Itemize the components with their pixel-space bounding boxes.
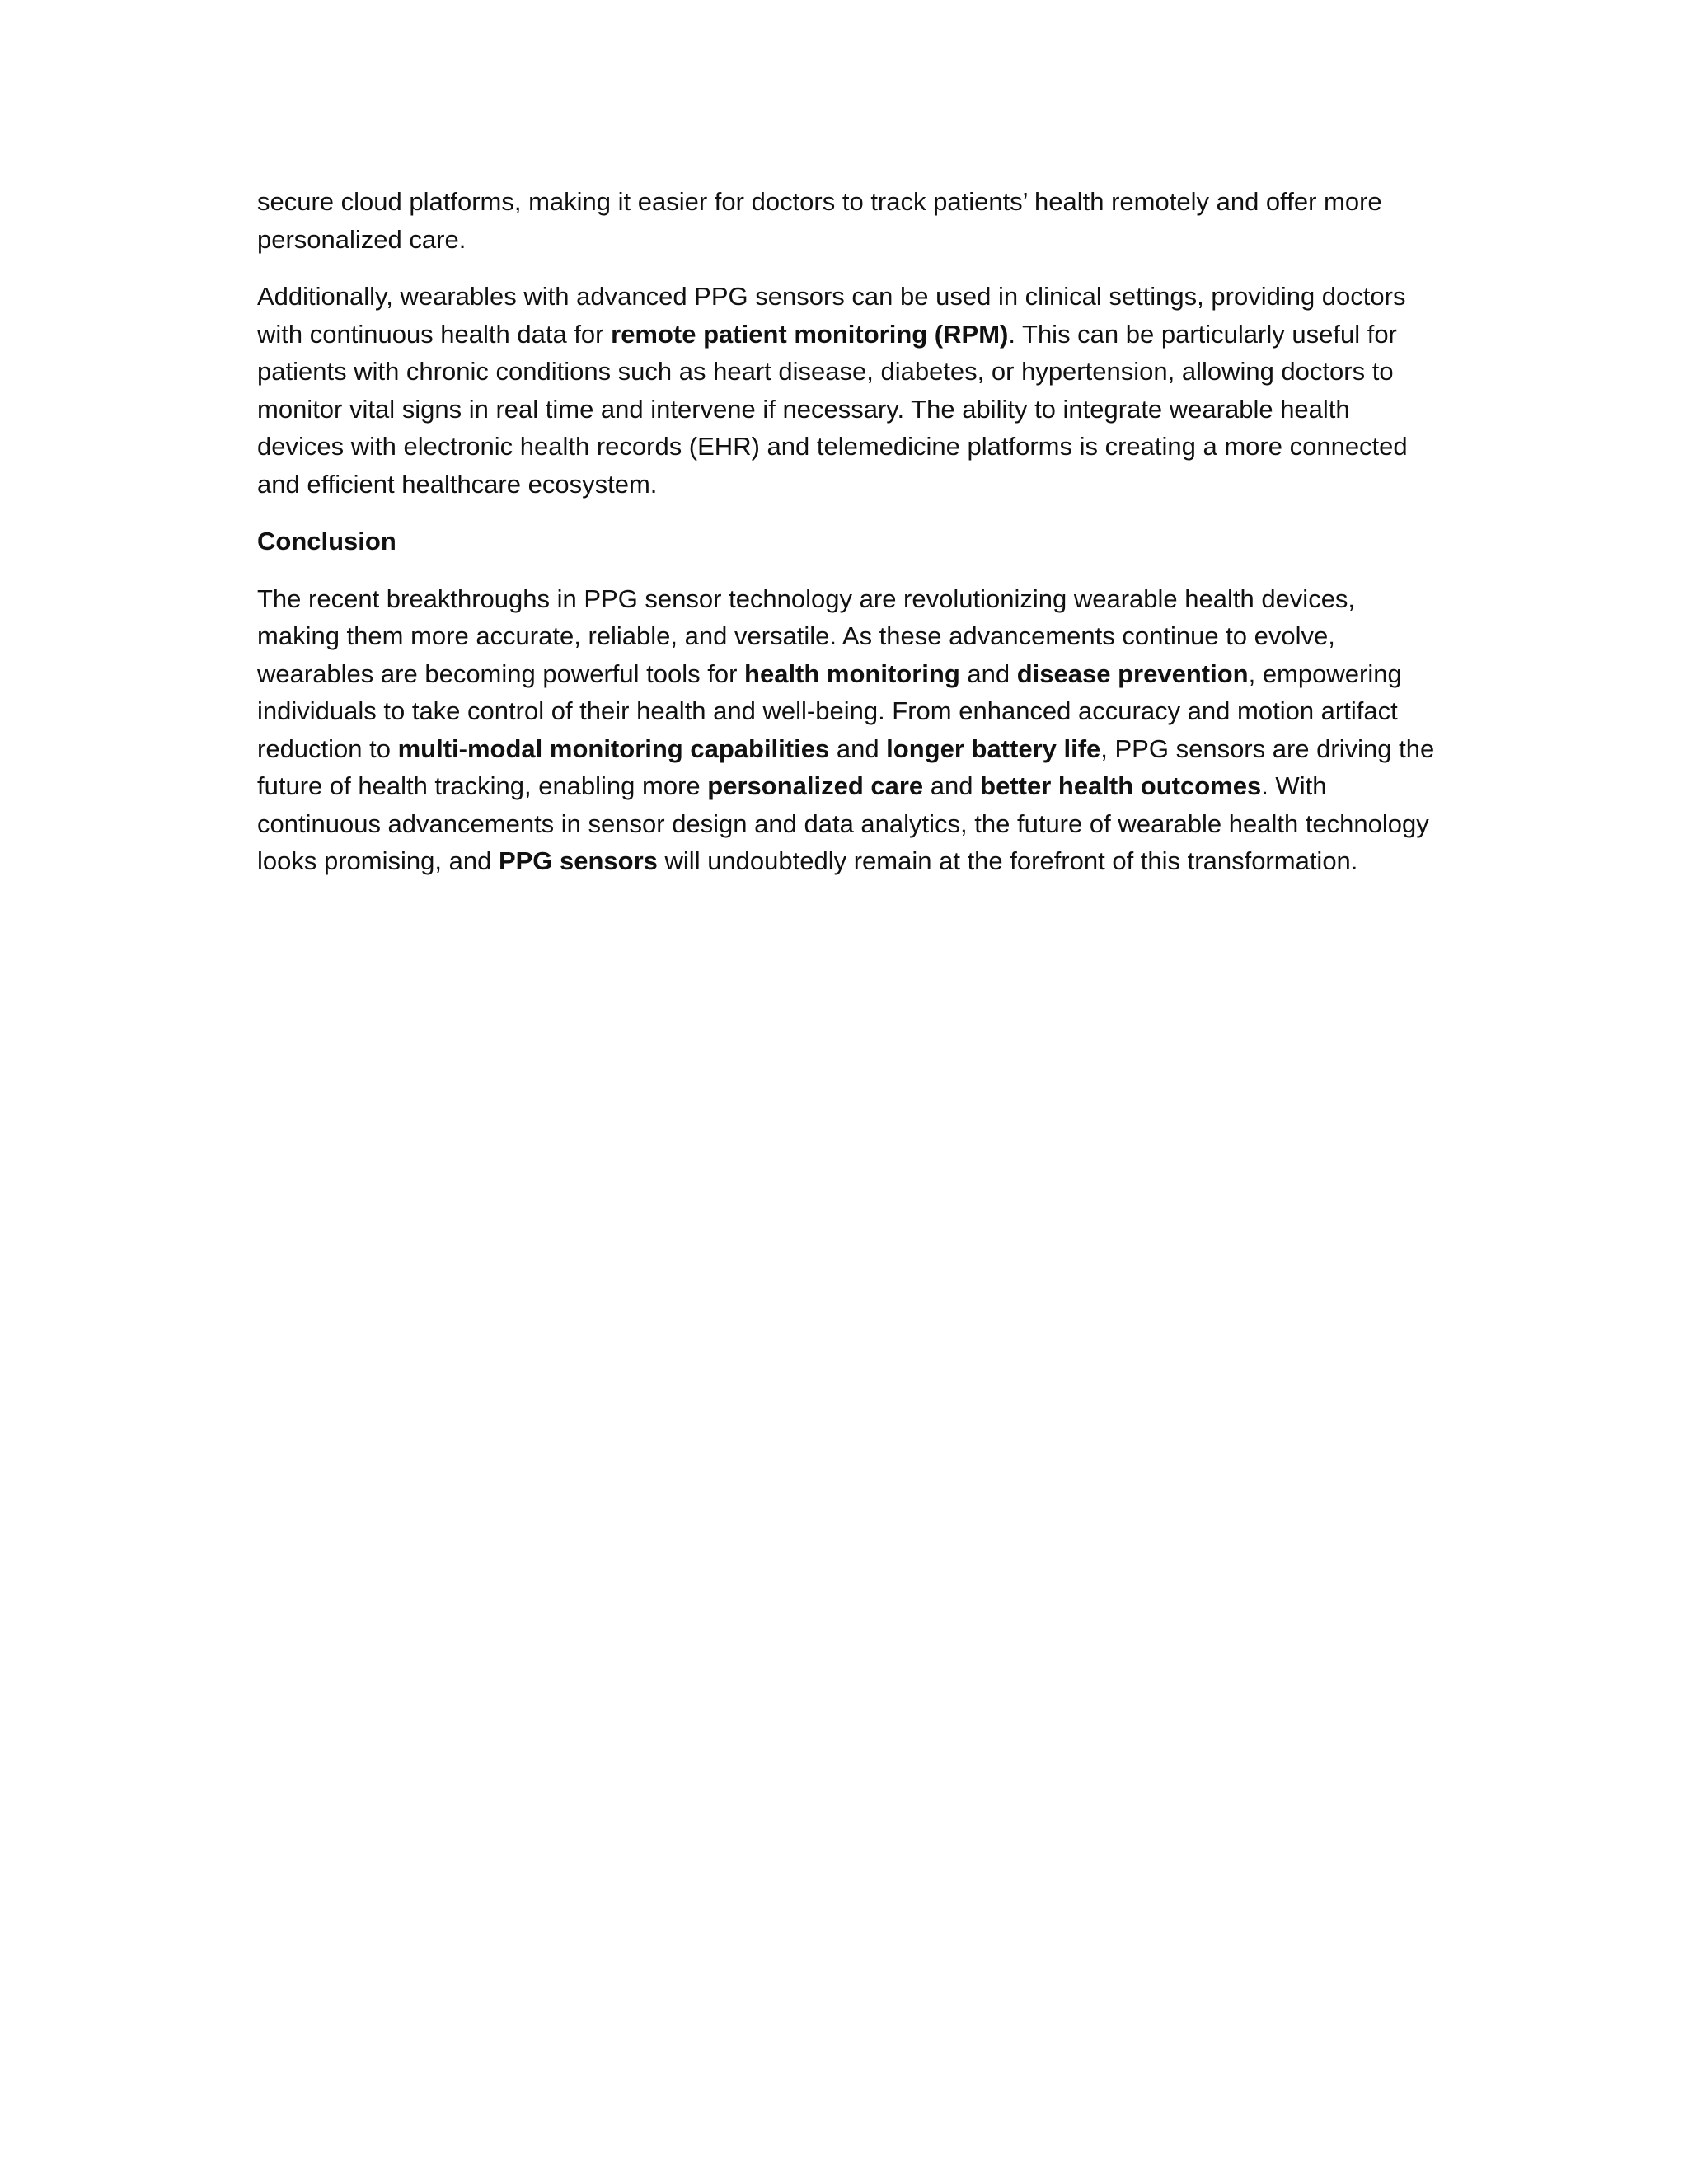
text-run: and — [923, 771, 981, 800]
section-heading-conclusion — [257, 523, 1436, 560]
bold-text-run: PPG sensors — [498, 846, 658, 875]
bold-text-run: longer battery life — [886, 733, 1101, 763]
bold-text-run: remote patient monitoring (RPM) — [611, 319, 1009, 349]
text-run: Additionally, wearables with advanced PPG sensors can be used in clinical settings, providing doctors with continuous health data for — [257, 282, 1406, 349]
text-run: will undoubtedly remain at the forefront of this transformation. — [657, 846, 1358, 875]
text-run: , PPG sensors are driving the future of health tracking, enabling more — [257, 733, 1435, 800]
document-body — [257, 183, 1436, 900]
bold-text-run: multi-modal monitoring capabilities — [397, 733, 830, 763]
text-run: , empowering individuals to take control of their health and well-being. From enhanced accuracy and motion artifact reduction to — [257, 658, 1402, 763]
text-run: and — [829, 733, 887, 763]
text-run: secure cloud platforms, making it easier for doctors to track patients’ health remotely and offer more personalized care. — [257, 187, 1382, 254]
bold-text-run: health monitoring — [744, 658, 960, 688]
paragraph-cloud-platforms — [257, 183, 1436, 258]
paragraph-remote-monitoring — [257, 278, 1436, 503]
text-run: . This can be particularly useful for patients with chronic conditions such as heart disease, diabetes, or hypertension, allowing doctors to monitor vital signs in real time and intervene if necessary. The ability to integrate wearable health devices with electronic health records (EHR) and telemedicine platforms is creating a more connected and efficient healthcare ecosystem. — [257, 319, 1408, 499]
text-run: The recent breakthroughs in PPG sensor technology are revolutionizing wearable health devices, making them more accurate, reliable, and versatile. As these advancements continue to evolve, wearables are becoming powerful tools for — [257, 583, 1356, 688]
text-run: and — [959, 658, 1017, 688]
bold-text-run: better health outcomes — [980, 771, 1262, 800]
heading-text: Conclusion — [257, 527, 396, 555]
paragraph-conclusion — [257, 580, 1436, 880]
text-run: . With continuous advancements in sensor design and data analytics, the future of wearable health technology looks promising, and — [257, 771, 1429, 875]
bold-text-run: disease prevention — [1016, 658, 1249, 688]
bold-text-run: personalized care — [707, 771, 924, 800]
